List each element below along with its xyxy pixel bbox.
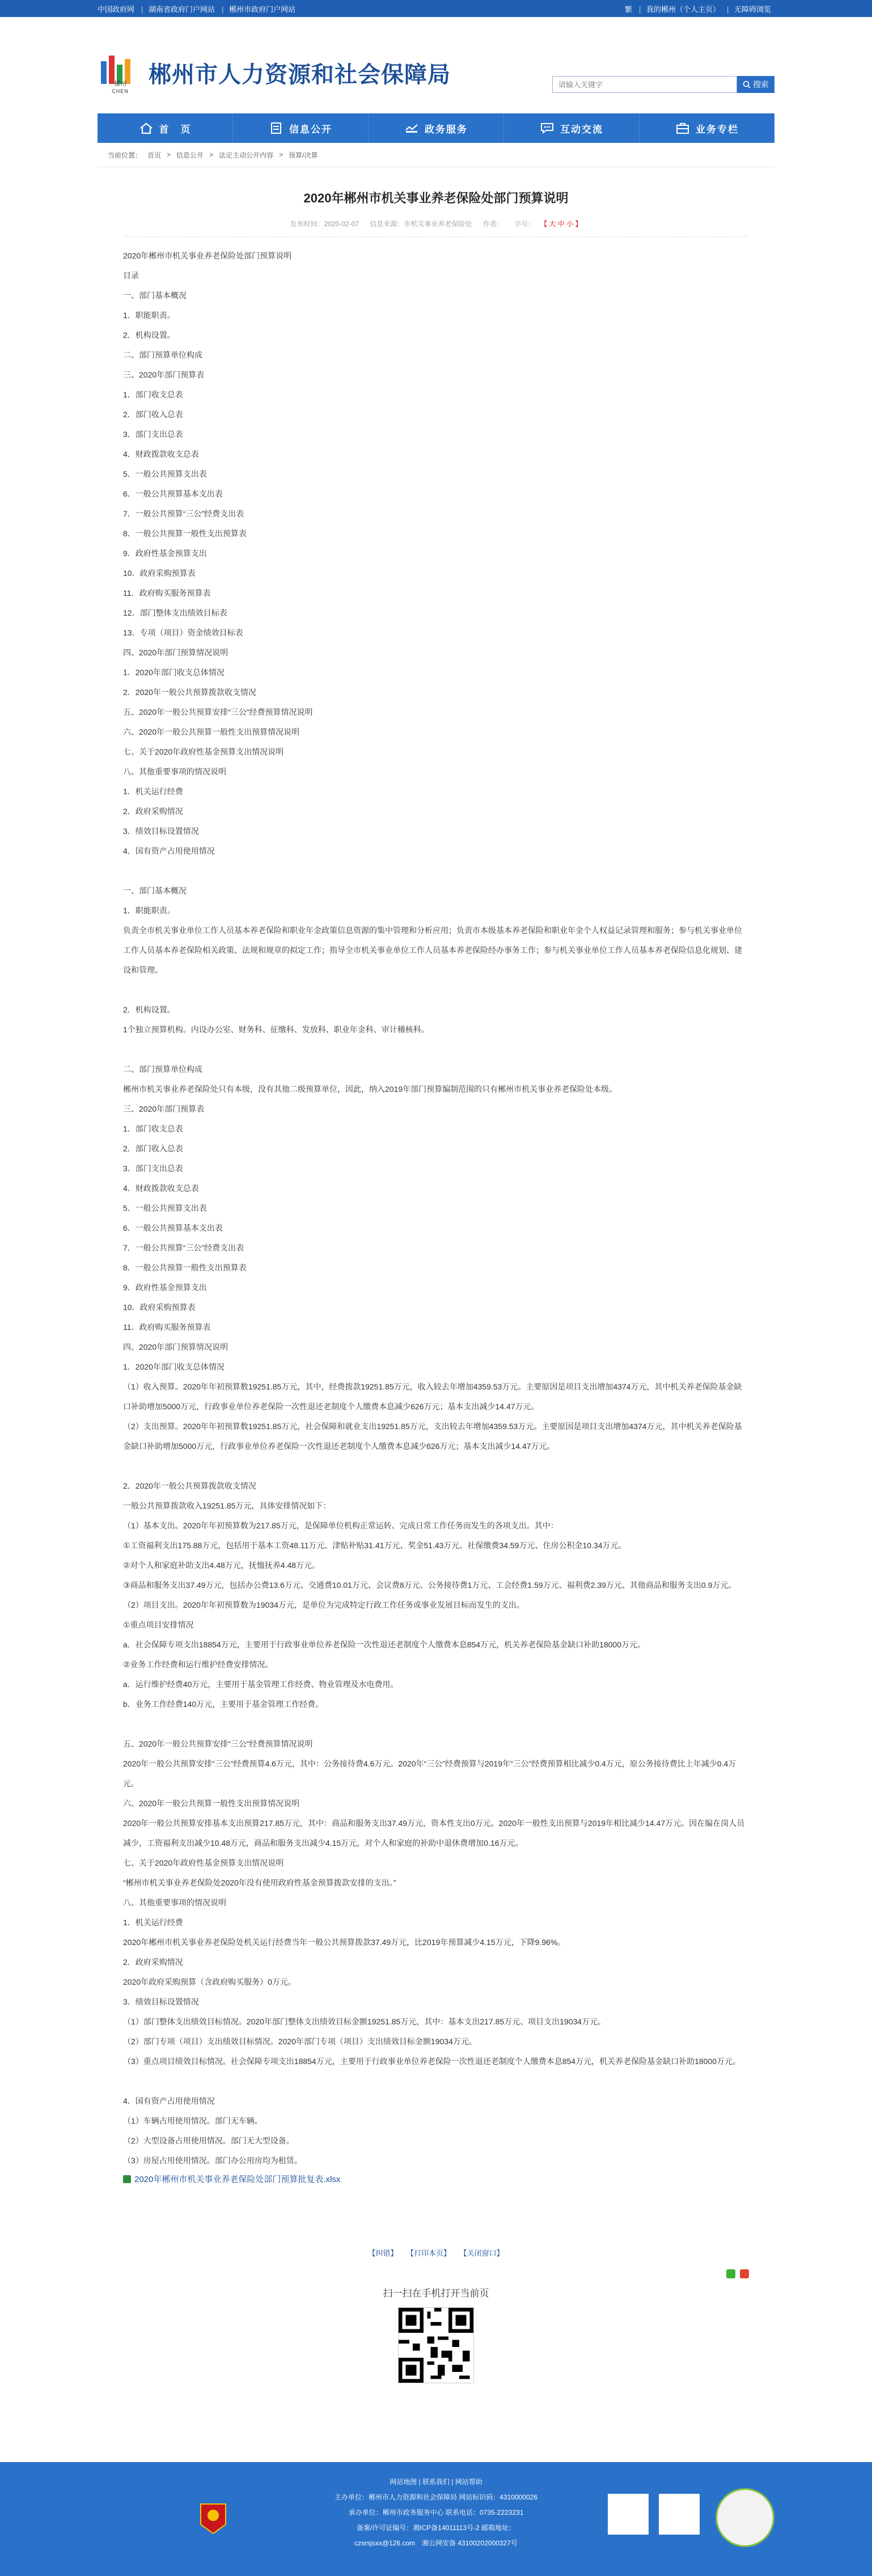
article-paragraph: ②业务工作经费和运行维护经费安排情况。 (123, 1660, 273, 1669)
breadcrumb-separator: > (209, 151, 214, 159)
article-paragraph: 2．2020年一般公共预算拨款收支情况 (123, 1481, 256, 1490)
article-paragraph: 3．部门支出总表 (123, 1164, 183, 1173)
search-button-label: 搜索 (753, 80, 769, 89)
article-paragraph: 2．2020年一般公共预算拨款收支情况 (123, 688, 256, 697)
document-icon (269, 122, 283, 134)
breadcrumb-separator: > (167, 151, 171, 159)
footer-icp: 备案/许可证编号：湘ICP备14011113号-2 邮箱地址： (356, 2524, 516, 2532)
article-paragraph: 2．部门收入总表 (123, 410, 183, 419)
article-paragraph: 5．一般公共预算支出表 (123, 1204, 207, 1213)
article-paragraph: 2．政府采购情况 (123, 1958, 183, 1967)
article-paragraph: 七、关于2020年政府性基金预算支出情况说明 (123, 1858, 284, 1867)
article-paragraph (123, 1714, 749, 1734)
top-right-links (625, 3, 774, 14)
separator: | (141, 5, 143, 14)
article-paragraph: ①工资福利支出175.88万元，包括用于基本工资48.11万元、津贴补贴31.41万元、奖金51.43万元、社保缴费34.59万元、住房公积金10.34万元。 (123, 1541, 627, 1550)
nav-home[interactable] (98, 113, 233, 143)
breadcrumb-prefix: 当前位置： (108, 151, 142, 159)
article-paragraph: 2020年一般公共预算安排基本支出预算217.85万元，其中：商品和服务支出37.49万元，资本性支出0万元。2020年一般性支出预算与2019年相比减少14.47万元。因在编在岗人员减少，工资福利支出减少10.48万元，商品和服务支出减少4.15万元，对个人和家庭的补助中退休费增加0.16万元。 (123, 1819, 745, 1848)
article-paragraph: 1．2020年部门收支总体情况 (123, 1362, 225, 1371)
nav-label: 政务服务 (425, 124, 468, 135)
excel-file-icon (123, 2175, 131, 2183)
nav-label: 互动交流 (560, 124, 603, 135)
article-paragraph (123, 1456, 749, 1476)
article-paragraph: 八、其他重要事项的情况说明 (123, 1898, 226, 1907)
error-report-button[interactable]: 【纠错】 (368, 2249, 398, 2257)
main-nav (98, 113, 774, 143)
article-paragraph: 4．财政拨款收支总表 (123, 1184, 199, 1193)
article-paragraph: 1．机关运行经费 (123, 1918, 183, 1927)
article-paragraph: 6．一般公共预算基本支出表 (123, 1223, 223, 1232)
logo-mark-icon (98, 50, 143, 95)
article-paragraph (123, 2071, 749, 2091)
briefcase-icon (675, 122, 690, 134)
site-footer (0, 2462, 872, 2576)
article-paragraph: 二、部门预算单位构成 (123, 1065, 202, 1074)
print-button[interactable]: 【打印本页】 (406, 2249, 451, 2257)
article-paragraph: ②对个人和家庭补助支出4.48万元，抚恤抚养4.48万元。 (123, 1561, 320, 1570)
service-icon (404, 122, 419, 134)
article-paragraph: 一、部门基本概况 (123, 886, 187, 895)
article-paragraph: （1）部门整体支出绩效目标情况。2020年部门整体支出绩效目标金额19251.85万元，其中：基本支出217.85万元、项目支出19034万元。 (123, 2017, 606, 2026)
article-paragraph: 一般公共预算拨款收入19251.85万元，具体安排情况如下： (123, 1501, 331, 1510)
link-gov-cn[interactable]: 中国政府网 (98, 5, 135, 14)
separator: | (222, 5, 224, 14)
breadcrumb-item[interactable]: 预算/决算 (289, 151, 318, 159)
article-paragraph: 六、2020年一般公共预算一般性支出预算情况说明 (123, 727, 300, 736)
article-body (123, 237, 749, 2171)
nav-label: 首 页 (159, 124, 192, 135)
article-paragraph: 2．部门收入总表 (123, 1144, 183, 1153)
accessibility-link[interactable]: 无障碍浏览 (734, 5, 771, 14)
nav-gov-service[interactable] (369, 113, 504, 143)
article-paragraph: 11．政府购买服务预算表 (123, 588, 211, 598)
article-paragraph: 11．政府购买服务预算表 (123, 1323, 211, 1332)
attachment-name: 2020年郴州市机关事业养老保险处部门预算批复表.xlsx (134, 2175, 341, 2184)
link-hunan-gov[interactable]: 湖南省政府门户网站 (149, 5, 215, 14)
article-actions (98, 2247, 774, 2258)
article-paragraph: b．业务工作经费140万元，主要用于基金管理工作经费。 (123, 1700, 324, 1709)
close-window-button[interactable]: 【关闭窗口】 (459, 2249, 504, 2257)
article-paragraph: 7．一般公共预算“三公”经费支出表 (123, 1243, 244, 1252)
nav-label: 信息公开 (289, 124, 332, 135)
search-box (552, 76, 774, 93)
weibo-share-icon[interactable] (740, 2269, 749, 2278)
article-paragraph: 8．一般公共预算一般性支出预算表 (123, 529, 247, 538)
article-paragraph: 五、2020年一般公共预算安排“三公”经费预算情况说明 (123, 707, 313, 717)
article-paragraph: 9．政府性基金预算支出 (123, 1283, 207, 1292)
article-paragraph: 12．部门整体支出绩效目标表 (123, 608, 227, 617)
article-paragraph: 目录 (123, 271, 139, 280)
article-paragraph: ③商品和服务支出37.49万元，包括办公费13.6万元、交通费10.01万元、会议费8万元、公务接待费1万元、工会经费1.59万元、福利费2.39万元、其他商品和服务支出0.9万元。 (123, 1581, 736, 1590)
nav-interaction[interactable] (504, 113, 640, 143)
author: 作者： (482, 220, 503, 228)
article-paragraph: 2020年一般公共预算安排“三公”经费预算4.6万元，其中：公务接待费4.6万元。2020年“三公”经费预算与2019年“三公”经费预算相比减少0.4万元，原公务接待费比上年减少0.4万元。 (123, 1759, 736, 1788)
link-chenzhou-gov[interactable]: 郴州市政府门户网站 (229, 5, 296, 14)
attachment-link[interactable] (123, 2173, 749, 2185)
article-paragraph: （2）大型设备占用使用情况。部门无大型设备。 (123, 2136, 294, 2145)
article-paragraph: 三、2020年部门预算表 (123, 1104, 205, 1113)
logo-subtext: CHEN (112, 88, 129, 94)
article-paragraph: ①重点项目安排情况 (123, 1620, 194, 1629)
article-paragraph: 四、2020年部门预算情况说明 (123, 648, 228, 657)
article-paragraph: 郴州市机关事业养老保险处只有本级，没有其他二级预算单位，因此，纳入2019年部门预算编制范围的只有郴州市机关事业养老保险处本级。 (123, 1084, 617, 1094)
footer-qr-code-1 (608, 2494, 649, 2535)
article-paragraph: 一、部门基本概况 (123, 291, 187, 300)
article-paragraph: （3）重点项目绩效目标情况。社会保障专项支出18854万元，主要用于行政事业单位养老保险一次性退还老制度个人缴费本息854万元，机关养老保险基金缺口补助18000万元。 (123, 2057, 741, 2066)
breadcrumb-item[interactable]: 信息公开 (176, 151, 204, 159)
article-paragraph: 2020年郴州市机关事业养老保险处部门预算说明 (123, 251, 292, 260)
footer-sponsor: 主办单位：郴州市人力资源和社会保障局 网站标识码：4310000026 (334, 2493, 538, 2501)
article-paragraph: 1个独立预算机构。内设办公室、财务科、征缴科、发放科、职业年金科、审计稽核科。 (123, 1025, 429, 1034)
article-paragraph: 1．部门收支总表 (123, 390, 183, 399)
article-paragraph: 2020年郴州市机关事业养老保险处机关运行经费当年一般公共预算拨款37.49万元，比2019年预算减少4.15万元，下降9.96%。 (123, 1938, 566, 1947)
nav-business-column[interactable] (640, 113, 774, 143)
article-meta (124, 219, 748, 237)
font-size-options[interactable]: 【 大 中 小 】 (544, 220, 582, 228)
article-paragraph: 8．一般公共预算一般性支出预算表 (123, 1263, 247, 1272)
article-paragraph: “郴州市机关事业养老保险处2020年没有使用政府性基金预算拨款安排的支出。” (123, 1878, 396, 1887)
article-paragraph: 六、2020年一般公共预算一般性支出预算情况说明 (123, 1799, 300, 1808)
nav-label: 业务专栏 (696, 124, 739, 135)
article-paragraph: 1．职能职责。 (123, 906, 175, 915)
qr-code (398, 2307, 474, 2383)
article-paragraph: 1．机关运行经费 (123, 787, 183, 796)
article-paragraph: （3）房屋占用使用情况。部门办公用房均为租赁。 (123, 2156, 302, 2165)
home-icon (139, 122, 154, 134)
article-paragraph: 八、其他重要事项的情况说明 (123, 767, 226, 776)
footer-links[interactable]: 网站地图 | 联系我们 | 网站帮助 (390, 2478, 482, 2486)
article-paragraph: 1．职能职责。 (123, 311, 175, 320)
site-logo[interactable] (98, 50, 451, 95)
article-paragraph: 4．财政拨款收支总表 (123, 450, 199, 459)
footer-organizer: 承办单位：郴州市政务服务中心 联系电话：0735-2223231 (348, 2509, 524, 2516)
article-paragraph: 2．政府采购情况 (123, 807, 183, 816)
article-paragraph: 七、关于2020年政府性基金预算支出情况说明 (123, 747, 284, 756)
article-paragraph: a．社会保障专项支出18854万元，主要用于行政事业单位养老保险一次性退还老制度个人缴费本息854万元，机关养老保险基金缺口补助18000万元。 (123, 1640, 646, 1649)
site-header (98, 17, 774, 113)
my-chenzhou-link[interactable]: 我的郴州（个人主页） (646, 5, 720, 14)
article-paragraph: 10．政府采购预算表 (123, 1303, 196, 1312)
breadcrumb-separator: > (279, 151, 283, 159)
article-paragraph: （1）基本支出。2020年年初预算数为217.85万元，是保障单位机构正常运转、完成日常工作任务而发生的各项支出。其中： (123, 1521, 558, 1530)
article-paragraph: （1）收入预算。2020年年初预算数19251.85万元，其中，经费拨款19251.85万元，收入较去年增加4359.53万元。主要原因是项目支出增加4374万元，其中机关养老保险基金缺口补助增加5000万元，行政事业单位养老保险一次性退还老制度个人缴费本息减少626万元；基本支出减少14.47万元。 (123, 1382, 742, 1411)
article (98, 167, 774, 2383)
font-size-label: 字号： (514, 220, 535, 228)
article-paragraph: 1．2020年部门收支总体情况 (123, 668, 225, 677)
nav-info-disclosure[interactable] (233, 113, 369, 143)
info-source: 信息来源：市机关事业养老保险处 (370, 220, 472, 228)
article-paragraph: 2020年政府采购预算（含政府购买服务）0万元。 (123, 1977, 296, 1986)
article-paragraph: 4．国有资产占用使用情况 (123, 2096, 215, 2105)
article-paragraph: 5．一般公共预算支出表 (123, 469, 207, 478)
separator: | (726, 5, 729, 14)
separator: | (638, 5, 641, 14)
article-paragraph: 10．政府采购预算表 (123, 569, 196, 578)
article-paragraph: a．运行维护经费40万元，主要用于基金管理工作经费、物业管理及水电费用。 (123, 1680, 399, 1689)
breadcrumb (98, 143, 774, 167)
article-paragraph: 3．绩效目标设置情况 (123, 827, 199, 836)
article-paragraph: （1）车辆占用使用情况。部门无车辆。 (123, 2116, 263, 2125)
article-paragraph: 13．专项（项目）资金绩效目标表 (123, 628, 243, 637)
article-paragraph: 负责全市机关事业单位工作人员基本养老保险和职业年金政策信息资源的集中管理和分析应用；负责市本级基本养老保险和职业年金个人权益记录管理和服务；参与机关事业单位工作人员基本养老保险相关政策、法规和规章的拟定工作；指导全市机关事业单位工作人员基本养老保险经办事务工作；参与机关事业单位工作人员基本养老保险信息化规划、建设和管理。 (123, 926, 742, 975)
article-paragraph (123, 980, 749, 1000)
article-paragraph: （2）支出预算。2020年年初预算数19251.85万元，社会保障和就业支出19251.85万元，支出较去年增加4359.53万元。主要原因是项目支出增加4374万元，其中机关养老保险基金缺口补助增加5000万元，行政事业单位养老保险一次性退还老制度个人缴费本息减少626万元；基本支出减少14.47万元。 (123, 1422, 742, 1451)
article-paragraph: 7．一般公共预算“三公”经费支出表 (123, 509, 244, 518)
article-paragraph: 三、2020年部门预算表 (123, 370, 205, 379)
chat-icon (540, 122, 554, 134)
gov-site-badge-icon[interactable] (716, 2488, 774, 2547)
search-icon (743, 80, 751, 88)
article-paragraph: 四、2020年部门预算情况说明 (123, 1342, 228, 1351)
search-button[interactable] (737, 76, 774, 93)
publish-time: 发布时间：2020-02-07 (290, 220, 359, 228)
article-paragraph: 3．部门支出总表 (123, 430, 183, 439)
article-paragraph (123, 861, 749, 881)
article-paragraph: 6．一般公共预算基本支出表 (123, 489, 223, 498)
article-paragraph: 五、2020年一般公共预算安排“三公”经费预算情况说明 (123, 1739, 313, 1748)
article-paragraph: 2．机构设置。 (123, 1005, 175, 1014)
article-paragraph: （2）项目支出。2020年年初预算数为19034万元，是单位为完成特定行政工作任务或事业发展目标而发生的支出。 (123, 1600, 524, 1609)
traditional-chinese-link[interactable]: 繁 (624, 5, 632, 14)
breadcrumb-item[interactable]: 法定主动公开内容 (219, 151, 274, 159)
scan-prompt: 扫一扫在手机打开当前页 (383, 2288, 489, 2299)
logo-text: 郴州 (114, 80, 126, 87)
article-paragraph: 9．政府性基金预算支出 (123, 549, 207, 558)
article-paragraph: 3．绩效目标设置情况 (123, 1997, 199, 2006)
footer-email: czsrsjsxx@126.com 湘公网安备 43100202000327号 (354, 2539, 518, 2547)
article-paragraph (123, 1040, 749, 1060)
search-input[interactable] (552, 76, 737, 93)
site-title: 郴州市人力资源和社会保障局 (149, 62, 451, 87)
article-paragraph: 2．机构设置。 (123, 331, 175, 340)
article-title: 2020年郴州市机关事业养老保险处部门预算说明 (303, 191, 569, 205)
footer-qr-code-2 (659, 2494, 700, 2535)
article-paragraph: 4．国有资产占用使用情况 (123, 846, 215, 855)
article-paragraph: 1．部门收支总表 (123, 1124, 183, 1133)
breadcrumb-item[interactable]: 首页 (147, 151, 162, 159)
article-paragraph: （2）部门专项（项目）支出绩效目标情况。2020年部门专项（项目）支出绩效目标金额19034万元。 (123, 2037, 477, 2046)
top-bar (0, 0, 872, 17)
top-links (98, 3, 299, 14)
article-paragraph: 二、部门预算单位构成 (123, 350, 202, 359)
wechat-share-icon[interactable] (726, 2269, 735, 2278)
share-bar (123, 2269, 749, 2278)
